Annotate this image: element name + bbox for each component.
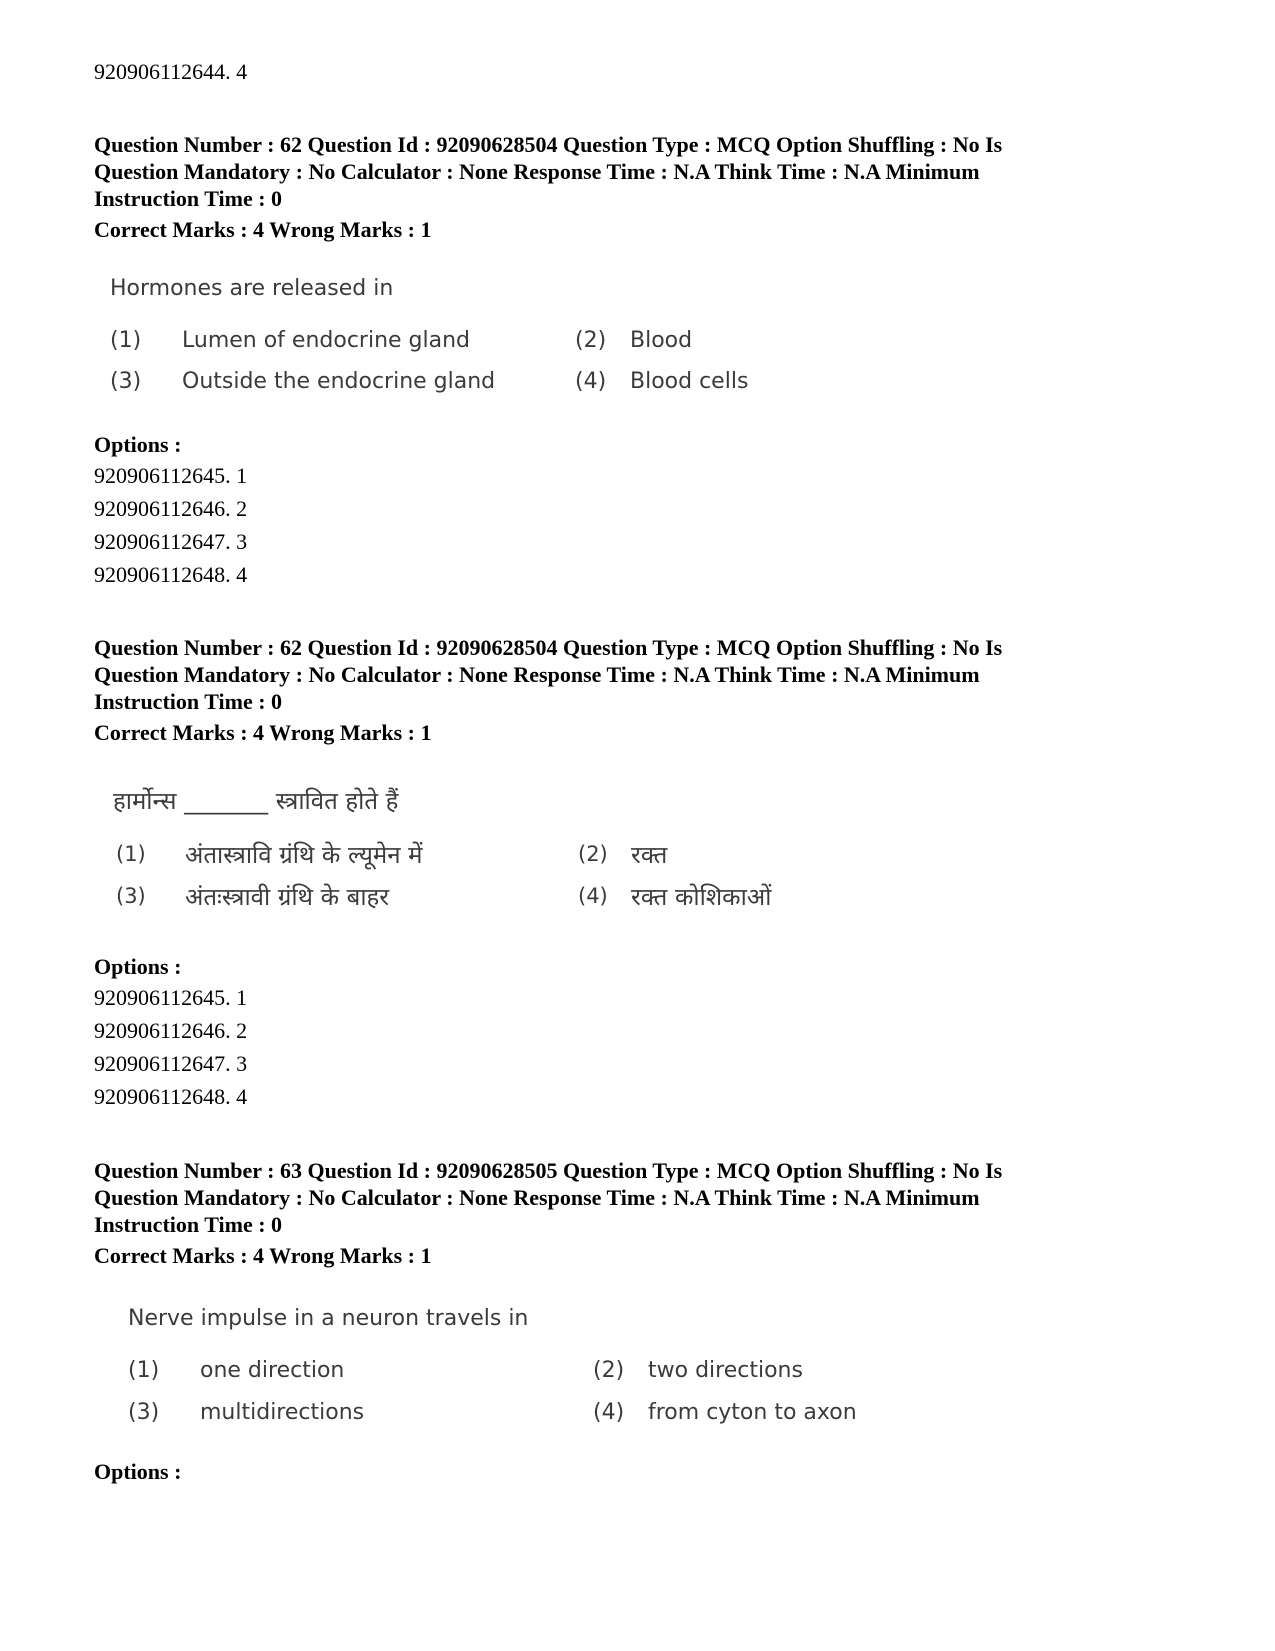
choice-text: Blood: [630, 328, 693, 353]
choice-number: (2): [593, 1358, 625, 1383]
option-item: 920906112648. 4: [94, 1084, 248, 1109]
question-image: [110, 276, 810, 406]
option-item: 920906112646. 2: [94, 496, 248, 521]
choice-text: from cyton to axon: [648, 1400, 857, 1425]
option-item: 920906112648. 4: [94, 562, 248, 587]
question-image: [128, 1306, 888, 1436]
choice-number: (1): [128, 1358, 160, 1383]
question-meta-line: Instruction Time : 0: [94, 186, 283, 211]
question-marks: Correct Marks : 4 Wrong Marks : 1: [94, 720, 432, 745]
question-meta-line: Instruction Time : 0: [94, 689, 283, 714]
question-meta-line: Question Mandatory : No Calculator : None Response Time : N.A Think Time : N.A Minimum: [94, 159, 980, 184]
choice-text: Lumen of endocrine gland: [182, 328, 471, 353]
choice-text: Outside the endocrine gland: [182, 369, 496, 394]
choice-number: (2): [578, 842, 608, 866]
option-item: 920906112647. 3: [94, 529, 248, 554]
question-meta-line: Question Number : 62 Question Id : 92090628504 Question Type : MCQ Option Shuffling : No Is: [94, 635, 1003, 660]
choice-text: two directions: [648, 1358, 803, 1383]
question-meta-line: Instruction Time : 0: [94, 1212, 283, 1237]
choice-text: अंतःस्त्रावी ग्रंथि के बाहर: [185, 883, 390, 911]
choice-text: multidirections: [200, 1400, 365, 1425]
options-list: [94, 431, 1184, 591]
options-label: Options :: [94, 1459, 182, 1484]
options-list: [94, 1458, 1184, 1486]
choice-text: Blood cells: [630, 369, 749, 394]
choice-text: one direction: [200, 1358, 345, 1383]
option-item: 920906112645. 1: [94, 463, 248, 488]
question-meta-line: Question Number : 63 Question Id : 92090628505 Question Type : MCQ Option Shuffling : No Is: [94, 1158, 1003, 1183]
choice-text: अंतास्त्रावि ग्रंथि के ल्यूमेन में: [185, 841, 423, 869]
choice-number: (3): [110, 369, 142, 394]
choice-number: (1): [116, 842, 146, 866]
choice-number: (1): [110, 328, 142, 353]
question-header: [94, 634, 1184, 746]
question-meta-line: Question Number : 62 Question Id : 92090628504 Question Type : MCQ Option Shuffling : No Is: [94, 132, 1003, 157]
question-image: [113, 784, 833, 924]
option-item: 920906112644. 4: [94, 59, 248, 84]
question-meta-line: Question Mandatory : No Calculator : None Response Time : N.A Think Time : N.A Minimum: [94, 662, 980, 687]
choice-text: रक्त कोशिकाओं: [631, 883, 772, 911]
question-header: [94, 131, 1184, 243]
question-meta-line: Question Mandatory : No Calculator : None Response Time : N.A Think Time : N.A Minimum: [94, 1185, 980, 1210]
question-header: [94, 1157, 1184, 1269]
options-label: Options :: [94, 954, 182, 979]
options-label: Options :: [94, 432, 182, 457]
choice-number: (2): [575, 328, 607, 353]
option-item: 920906112646. 2: [94, 1018, 248, 1043]
choice-number: (4): [575, 369, 607, 394]
choice-text: रक्त: [631, 841, 668, 869]
option-item: 920906112645. 1: [94, 985, 248, 1010]
question-marks: Correct Marks : 4 Wrong Marks : 1: [94, 1243, 432, 1268]
question-text: Nerve impulse in a neuron travels in: [128, 1306, 529, 1331]
choice-number: (3): [128, 1400, 160, 1425]
question-marks: Correct Marks : 4 Wrong Marks : 1: [94, 217, 432, 242]
choice-number: (3): [116, 884, 146, 908]
choice-number: (4): [593, 1400, 625, 1425]
question-text: हार्मोन्स _______ स्त्रावित होते हैं: [113, 787, 399, 815]
option-item: 920906112647. 3: [94, 1051, 248, 1076]
options-list: [94, 953, 1184, 1113]
question-text: Hormones are released in: [110, 276, 394, 301]
choice-number: (4): [578, 884, 608, 908]
